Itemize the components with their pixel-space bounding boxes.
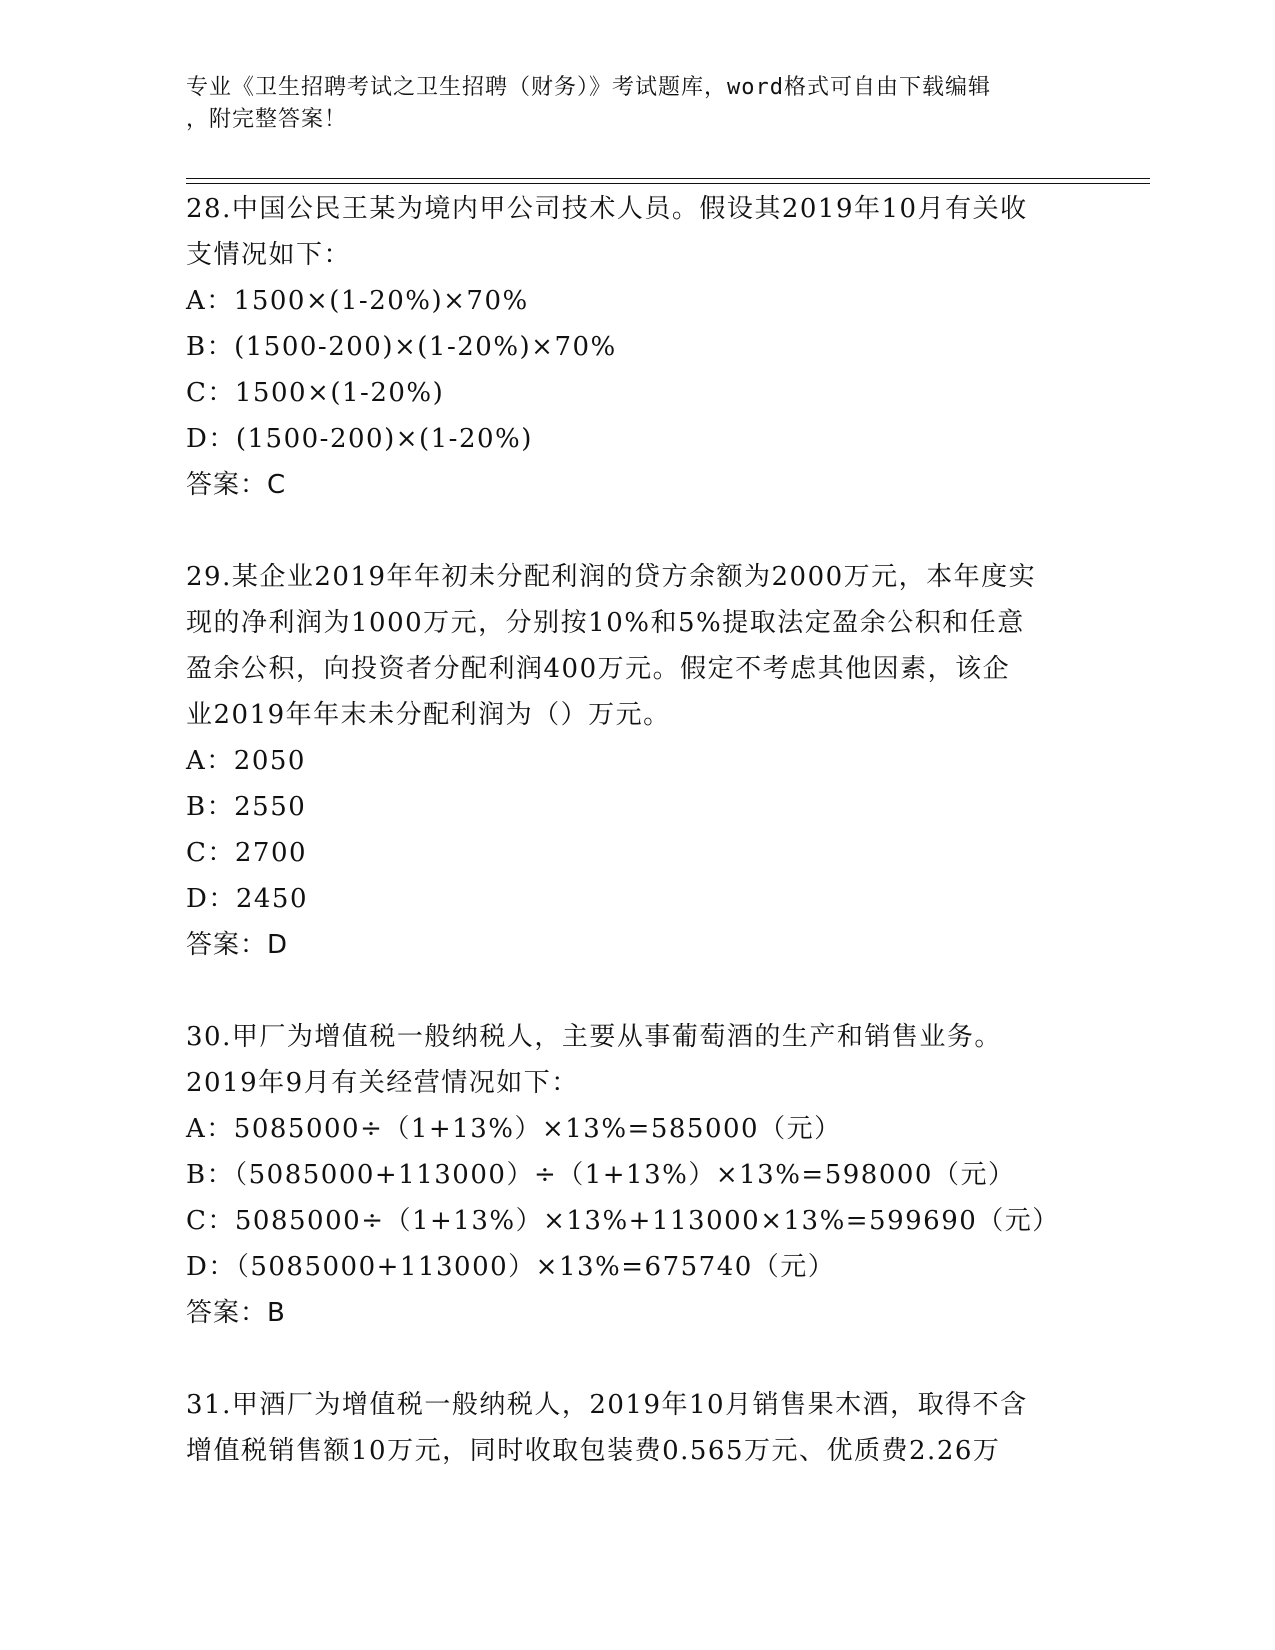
- question-30: [186, 1014, 1086, 1336]
- question-spacer: [186, 1336, 1086, 1382]
- question-list: [186, 186, 1086, 1474]
- question-stem: 现的净利润为1000万元，分别按10%和5%提取法定盈余公积和任意: [186, 608, 1025, 638]
- option-b: B：（5085000+113000）÷（1+13%）×13%=598000（元）: [186, 1160, 1016, 1190]
- option-a: A：2050: [186, 746, 306, 776]
- option-a: A：5085000÷（1+13%）×13%=585000（元）: [186, 1114, 842, 1144]
- answer-label: 答案：D: [186, 930, 289, 960]
- question-stem: 2019年9月有关经营情况如下：: [186, 1068, 579, 1098]
- question-stem: 29.某企业2019年年初未分配利润的贷方余额为2000万元，本年度实: [186, 562, 1037, 592]
- header-divider-top: [186, 178, 1150, 179]
- question-29: [186, 554, 1086, 968]
- option-d: D：2450: [186, 884, 309, 914]
- question-stem: 盈余公积，向投资者分配利润400万元。假定不考虑其他因素，该企: [186, 654, 1011, 684]
- answer-label: 答案：B: [186, 1298, 286, 1328]
- question-28: [186, 186, 1086, 508]
- option-c: C：2700: [186, 838, 308, 868]
- option-a: A：1500×(1-20%)×70%: [186, 286, 529, 316]
- answer-label: 答案：C: [186, 470, 287, 500]
- option-b: B：2550: [186, 792, 307, 822]
- question-stem: 业2019年年末未分配利润为（）万元。: [186, 700, 671, 730]
- question-stem: 31.甲酒厂为增值税一般纳税人，2019年10月销售果木酒，取得不含: [186, 1390, 1028, 1420]
- question-spacer: [186, 508, 1086, 554]
- question-spacer: [186, 968, 1086, 1014]
- header-line-2: ，附完整答案！: [186, 107, 348, 132]
- question-stem: 增值税销售额10万元，同时收取包装费0.565万元、优质费2.26万: [186, 1436, 1001, 1466]
- header-line-1: 专业《卫生招聘考试之卫生招聘（财务）》考试题库，word格式可自由下载编辑: [186, 75, 991, 100]
- question-stem: 30.甲厂为增值税一般纳税人，主要从事葡萄酒的生产和销售业务。: [186, 1022, 1002, 1052]
- option-d: D：（5085000+113000）×13%=675740（元）: [186, 1252, 836, 1282]
- option-c: C：1500×(1-20%): [186, 378, 445, 408]
- option-c: C：5085000÷（1+13%）×13%+113000×13%=599690（元）: [186, 1206, 1060, 1236]
- question-stem: 支情况如下：: [186, 240, 352, 270]
- document-header: [186, 72, 1066, 136]
- option-d: D：(1500-200)×(1-20%): [186, 424, 533, 454]
- question-stem: 28.中国公民王某为境内甲公司技术人员。假设其2019年10月有关收: [186, 194, 1028, 224]
- question-31: [186, 1382, 1086, 1474]
- header-divider-bottom: [186, 183, 1150, 184]
- option-b: B：(1500-200)×(1-20%)×70%: [186, 332, 617, 362]
